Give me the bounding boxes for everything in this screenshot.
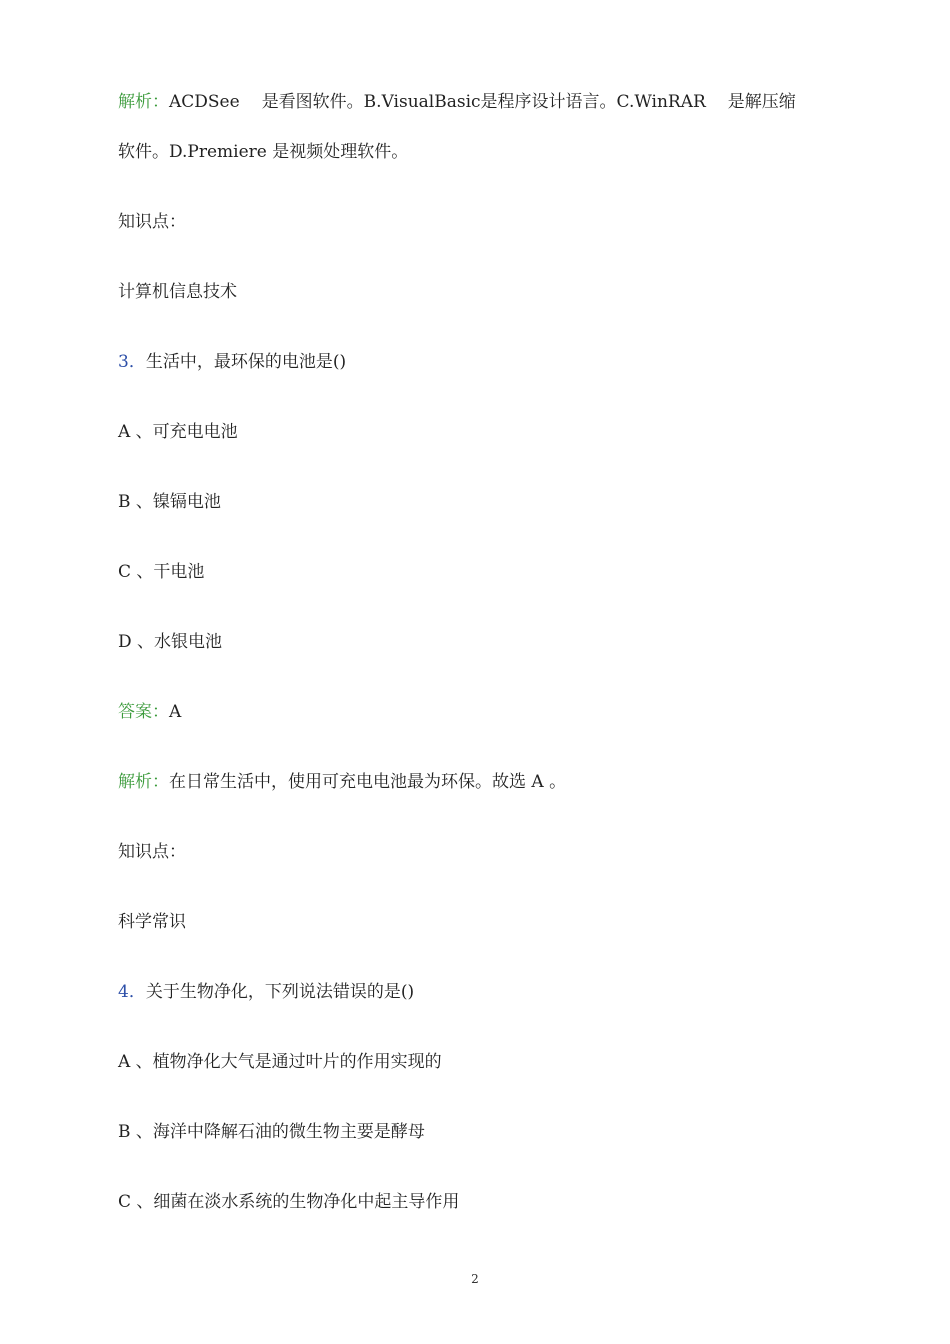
q3-option-c: C 、干电池 [118,562,205,582]
question-text: 关于生物净化，下列说法错误的是() [145,982,415,1002]
question-text: 生活中，最环保的电池是() [145,352,347,372]
q2-explanation-line-1 [118,90,832,114]
q4-option-b: B 、海洋中降解石油的微生物主要是酵母 [118,1122,425,1142]
explanation-text-b: 是看图软件。B.VisualBasic是程序设计语言。C.WinRAR [261,92,706,112]
explanation-label: 解析： [118,772,169,792]
q3-option-a: A 、可充电电池 [118,422,238,442]
q3-option-b: B 、镍镉电池 [118,492,221,512]
q3-knowledge-value: 科学常识 [118,912,186,932]
explanation-text: 在日常生活中，使用可充电电池最为环保。故选 A 。 [169,772,567,792]
q3-explanation [118,770,832,794]
q3-knowledge-label: 知识点： [118,842,186,862]
explanation-text-c: 是解压缩 [727,92,796,112]
page-number: 2 [471,1272,479,1286]
question-number: 3． [118,352,146,372]
question-number: 4． [118,982,146,1002]
explanation-text-a: ACDSee [169,92,240,112]
answer-value: A [169,702,182,722]
q4-question [118,980,832,1004]
q3-answer [118,700,832,724]
q3-question [118,350,832,374]
q4-option-c: C 、细菌在淡水系统的生物净化中起主导作用 [118,1192,460,1212]
q4-option-a: A 、植物净化大气是通过叶片的作用实现的 [118,1052,442,1072]
answer-label: 答案： [118,702,169,722]
q2-explanation-line-2: 软件。D.Premiere 是视频处理软件。 [118,142,409,162]
explanation-label: 解析： [118,92,169,112]
q2-knowledge-value: 计算机信息技术 [118,282,237,302]
q2-knowledge-label: 知识点： [118,212,186,232]
q3-option-d: D 、水银电池 [118,632,223,652]
